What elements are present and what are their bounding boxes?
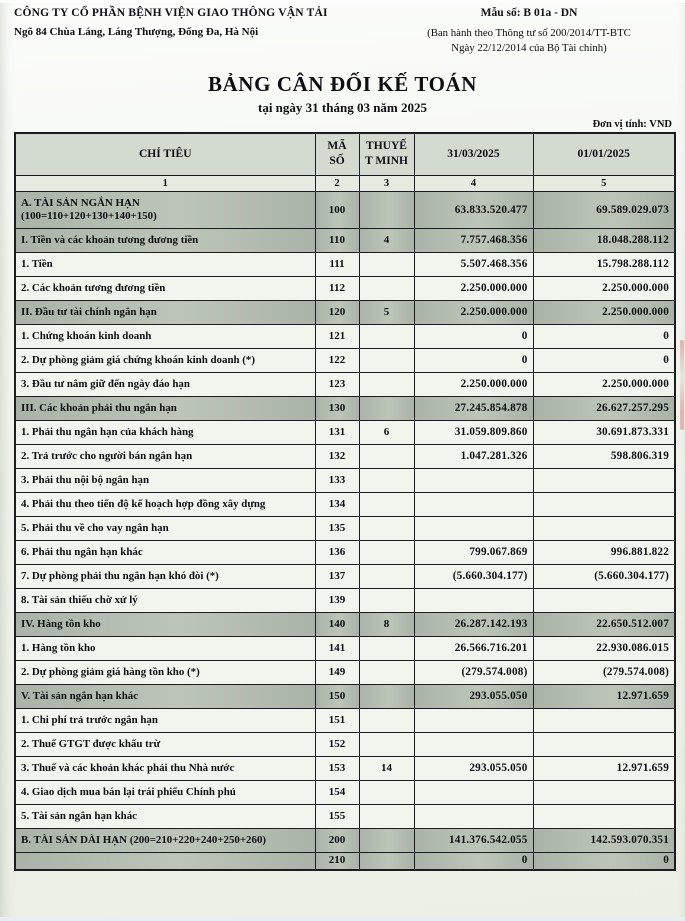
row-note-ref bbox=[359, 540, 414, 564]
row-value-opening: 0 bbox=[533, 852, 675, 870]
row-code: 121 bbox=[315, 324, 359, 348]
row-value-current: 141.376.542.055 bbox=[414, 828, 533, 852]
row-label: 7. Dự phòng phải thu ngắn hạn khó đòi (*) bbox=[15, 564, 315, 588]
row-value-current bbox=[414, 588, 533, 612]
row-value-current: 63.833.520.477 bbox=[414, 191, 533, 228]
row-value-opening: 0 bbox=[533, 324, 675, 348]
row-note-ref: 4 bbox=[359, 228, 414, 252]
row-label: 1. Chứng khoán kinh doanh bbox=[15, 324, 315, 348]
balance-sheet-table bbox=[14, 132, 676, 871]
row-value-current: 1.047.281.326 bbox=[414, 444, 533, 468]
row-code: 200 bbox=[315, 828, 359, 852]
row-code: 110 bbox=[315, 228, 359, 252]
row-value-current bbox=[414, 804, 533, 828]
row-code: 136 bbox=[315, 540, 359, 564]
row-note-ref bbox=[359, 444, 414, 468]
row-label: 2. Trả trước cho người bán ngắn hạn bbox=[15, 444, 315, 468]
row-value-current: 2.250.000.000 bbox=[414, 372, 533, 396]
row-note-ref bbox=[359, 191, 414, 228]
row-label: 6. Phải thu ngắn hạn khác bbox=[15, 540, 315, 564]
row-value-current: 293.055.050 bbox=[414, 684, 533, 708]
row-label: V. Tài sản ngắn hạn khác bbox=[15, 684, 315, 708]
row-note-ref: 5 bbox=[359, 300, 414, 324]
row-note-ref: 6 bbox=[359, 420, 414, 444]
table-row bbox=[15, 420, 675, 444]
row-value-current: 0 bbox=[414, 852, 533, 870]
row-label: 5. Tài sản ngắn hạn khác bbox=[15, 804, 315, 828]
row-label: III. Các khoản phải thu ngắn hạn bbox=[15, 396, 315, 420]
row-label: 5. Phải thu về cho vay ngắn hạn bbox=[15, 516, 315, 540]
table-row bbox=[15, 324, 675, 348]
row-code: 100 bbox=[315, 191, 359, 228]
row-label: A. TÀI SẢN NGẮN HẠN (100=110+120+130+140+150) bbox=[15, 191, 315, 228]
row-value-current bbox=[414, 492, 533, 516]
row-note-ref bbox=[359, 660, 414, 684]
table-row bbox=[15, 252, 675, 276]
table-row bbox=[15, 636, 675, 660]
scan-edge-bottom bbox=[0, 917, 685, 921]
row-code: 131 bbox=[315, 420, 359, 444]
table-row bbox=[15, 852, 675, 870]
scan-edge-top bbox=[0, 0, 685, 3]
row-note-ref bbox=[359, 588, 414, 612]
table-row bbox=[15, 684, 675, 708]
row-value-opening bbox=[533, 588, 675, 612]
row-value-opening: 26.627.257.295 bbox=[533, 396, 675, 420]
row-code: 155 bbox=[315, 804, 359, 828]
company-name: CÔNG TY CỔ PHẦN BỆNH VIỆN GIAO THÔNG VẬN TẢI bbox=[14, 7, 328, 19]
currency-unit-note: Đơn vị tính: VND bbox=[592, 119, 672, 131]
row-value-current: 27.245.854.878 bbox=[414, 396, 533, 420]
column-header-4: 31/03/2025 bbox=[414, 133, 533, 175]
row-code: 150 bbox=[315, 684, 359, 708]
table-body bbox=[15, 191, 675, 870]
row-value-opening: 2.250.000.000 bbox=[533, 372, 675, 396]
row-note-ref bbox=[359, 324, 414, 348]
column-header-1: CHỈ TIÊU bbox=[15, 133, 315, 175]
row-note-ref bbox=[359, 468, 414, 492]
row-label: 3. Thuế và các khoản khác phải thu Nhà nước bbox=[15, 756, 315, 780]
row-code: 137 bbox=[315, 564, 359, 588]
row-value-opening: 15.798.288.112 bbox=[533, 252, 675, 276]
row-value-opening bbox=[533, 708, 675, 732]
row-value-opening: 996.881.822 bbox=[533, 540, 675, 564]
table-row bbox=[15, 732, 675, 756]
row-label: B. TÀI SẢN DÀI HẠN (200=210+220+240+250+260) bbox=[15, 828, 315, 852]
table-row bbox=[15, 492, 675, 516]
row-code: 111 bbox=[315, 252, 359, 276]
row-code: 139 bbox=[315, 588, 359, 612]
row-note-ref bbox=[359, 516, 414, 540]
row-label: 4. Phải thu theo tiến độ kế hoạch hợp đồng xây dựng bbox=[15, 492, 315, 516]
row-value-current bbox=[414, 708, 533, 732]
row-label: 2. Dự phòng giảm giá hàng tồn kho (*) bbox=[15, 660, 315, 684]
row-code: 122 bbox=[315, 348, 359, 372]
row-value-opening: (279.574.008) bbox=[533, 660, 675, 684]
row-value-opening: 2.250.000.000 bbox=[533, 300, 675, 324]
row-code: 151 bbox=[315, 708, 359, 732]
column-header-5: 01/01/2025 bbox=[533, 133, 675, 175]
row-label: 2. Thuế GTGT được khấu trừ bbox=[15, 732, 315, 756]
company-address: Ngõ 84 Chùa Láng, Láng Thượng, Đống Đa, Hà Nội bbox=[14, 26, 259, 38]
row-code: 141 bbox=[315, 636, 359, 660]
row-note-ref bbox=[359, 564, 414, 588]
row-code: 154 bbox=[315, 780, 359, 804]
row-value-opening: 22.930.086.015 bbox=[533, 636, 675, 660]
row-value-opening: 142.593.070.351 bbox=[533, 828, 675, 852]
row-value-current bbox=[414, 780, 533, 804]
column-number-row bbox=[15, 175, 675, 191]
column-number-1: 1 bbox=[15, 175, 315, 191]
row-note-ref bbox=[359, 348, 414, 372]
table-row bbox=[15, 228, 675, 252]
row-label: I. Tiền và các khoản tương đương tiền bbox=[15, 228, 315, 252]
row-code: 152 bbox=[315, 732, 359, 756]
row-note-ref bbox=[359, 852, 414, 870]
row-value-current: (279.574.008) bbox=[414, 660, 533, 684]
row-value-current bbox=[414, 468, 533, 492]
row-code: 210 bbox=[315, 852, 359, 870]
table-head bbox=[15, 133, 675, 191]
row-label: 3. Phải thu nội bộ ngắn hạn bbox=[15, 468, 315, 492]
table-row bbox=[15, 588, 675, 612]
row-code: 153 bbox=[315, 756, 359, 780]
row-note-ref bbox=[359, 684, 414, 708]
row-label: 3. Đầu tư nắm giữ đến ngày đáo hạn bbox=[15, 372, 315, 396]
table-row bbox=[15, 348, 675, 372]
row-value-opening: (5.660.304.177) bbox=[533, 564, 675, 588]
row-label: 2. Các khoản tương đương tiền bbox=[15, 276, 315, 300]
row-code: 140 bbox=[315, 612, 359, 636]
row-value-opening bbox=[533, 468, 675, 492]
row-note-ref bbox=[359, 780, 414, 804]
row-value-current: 7.757.468.356 bbox=[414, 228, 533, 252]
row-value-opening bbox=[533, 780, 675, 804]
row-value-opening bbox=[533, 492, 675, 516]
row-value-current: 0 bbox=[414, 348, 533, 372]
row-code: 149 bbox=[315, 660, 359, 684]
row-value-opening bbox=[533, 732, 675, 756]
row-note-ref bbox=[359, 636, 414, 660]
row-note-ref: 8 bbox=[359, 612, 414, 636]
report-date: tại ngày 31 tháng 03 năm 2025 bbox=[257, 100, 428, 116]
row-label bbox=[15, 852, 315, 870]
row-code: 112 bbox=[315, 276, 359, 300]
table-row bbox=[15, 612, 675, 636]
row-note-ref bbox=[359, 804, 414, 828]
table-row bbox=[15, 828, 675, 852]
row-value-opening bbox=[533, 804, 675, 828]
row-label: 1. Phải thu ngắn hạn của khách hàng bbox=[15, 420, 315, 444]
row-code: 123 bbox=[315, 372, 359, 396]
row-value-current: 799.067.869 bbox=[414, 540, 533, 564]
row-note-ref bbox=[359, 396, 414, 420]
table-row bbox=[15, 564, 675, 588]
table-row bbox=[15, 396, 675, 420]
row-value-current: 0 bbox=[414, 324, 533, 348]
row-value-opening: 12.971.659 bbox=[533, 684, 675, 708]
row-value-current: 2.250.000.000 bbox=[414, 276, 533, 300]
row-note-ref: 14 bbox=[359, 756, 414, 780]
table-row bbox=[15, 276, 675, 300]
row-note-ref bbox=[359, 492, 414, 516]
row-value-opening: 12.971.659 bbox=[533, 756, 675, 780]
company-block bbox=[14, 7, 328, 38]
issued-note-line2: Ngày 22/12/2014 của Bộ Tài chính) bbox=[451, 41, 607, 54]
document-header bbox=[0, 0, 685, 55]
column-header-3: THUYẾ T MINH bbox=[359, 133, 414, 175]
row-value-current: (5.660.304.177) bbox=[414, 564, 533, 588]
row-value-opening bbox=[533, 516, 675, 540]
row-value-opening: 2.250.000.000 bbox=[533, 276, 675, 300]
row-value-opening: 0 bbox=[533, 348, 675, 372]
table-row bbox=[15, 444, 675, 468]
row-note-ref bbox=[359, 372, 414, 396]
row-code: 133 bbox=[315, 468, 359, 492]
row-value-current: 293.055.050 bbox=[414, 756, 533, 780]
row-label: 1. Chi phí trả trước ngắn hạn bbox=[15, 708, 315, 732]
row-code: 134 bbox=[315, 492, 359, 516]
row-note-ref bbox=[359, 252, 414, 276]
column-number-3: 3 bbox=[359, 175, 414, 191]
table-row bbox=[15, 540, 675, 564]
row-label: 1. Tiền bbox=[15, 252, 315, 276]
form-block bbox=[379, 7, 679, 55]
row-value-current: 2.250.000.000 bbox=[414, 300, 533, 324]
row-value-opening: 30.691.873.331 bbox=[533, 420, 675, 444]
row-note-ref bbox=[359, 708, 414, 732]
row-value-current: 26.566.716.201 bbox=[414, 636, 533, 660]
row-code: 120 bbox=[315, 300, 359, 324]
table-row bbox=[15, 708, 675, 732]
table-row bbox=[15, 191, 675, 228]
table-row bbox=[15, 660, 675, 684]
column-header-row bbox=[15, 133, 675, 175]
table-row bbox=[15, 756, 675, 780]
table-row bbox=[15, 372, 675, 396]
row-label: IV. Hàng tồn kho bbox=[15, 612, 315, 636]
row-value-opening: 22.650.512.007 bbox=[533, 612, 675, 636]
column-header-2: MÃ SỐ bbox=[315, 133, 359, 175]
row-value-current: 5.507.468.356 bbox=[414, 252, 533, 276]
row-value-opening: 69.589.029.073 bbox=[533, 191, 675, 228]
row-label: 1. Hàng tồn kho bbox=[15, 636, 315, 660]
row-code: 132 bbox=[315, 444, 359, 468]
column-number-2: 2 bbox=[315, 175, 359, 191]
row-value-opening: 598.806.319 bbox=[533, 444, 675, 468]
row-value-current: 26.287.142.193 bbox=[414, 612, 533, 636]
table-row bbox=[15, 300, 675, 324]
row-note-ref bbox=[359, 276, 414, 300]
form-number: Mẫu số: B 01a - DN bbox=[480, 7, 578, 19]
issued-note-line1: (Ban hành theo Thông tư số 200/2014/TT-BTC bbox=[427, 27, 631, 39]
report-title: BẢNG CÂN ĐỐI KẾ TOÁN bbox=[207, 72, 478, 97]
table-row bbox=[15, 468, 675, 492]
table-row bbox=[15, 780, 675, 804]
row-value-opening: 18.048.288.112 bbox=[533, 228, 675, 252]
row-label: 2. Dự phòng giảm giá chứng khoán kinh doanh (*) bbox=[15, 348, 315, 372]
row-code: 130 bbox=[315, 396, 359, 420]
scan-artifact-red-mark bbox=[680, 340, 684, 430]
column-number-4: 4 bbox=[414, 175, 533, 191]
row-value-current bbox=[414, 732, 533, 756]
row-note-ref bbox=[359, 828, 414, 852]
row-label: 4. Giao dịch mua bán lại trái phiếu Chính phủ bbox=[15, 780, 315, 804]
row-label: II. Đầu tư tài chính ngắn hạn bbox=[15, 300, 315, 324]
row-value-current: 31.059.809.860 bbox=[414, 420, 533, 444]
table-row bbox=[15, 804, 675, 828]
row-code: 135 bbox=[315, 516, 359, 540]
table-row bbox=[15, 516, 675, 540]
row-note-ref bbox=[359, 732, 414, 756]
row-value-current bbox=[414, 516, 533, 540]
column-number-5: 5 bbox=[533, 175, 675, 191]
row-label: 8. Tài sản thiếu chờ xử lý bbox=[15, 588, 315, 612]
